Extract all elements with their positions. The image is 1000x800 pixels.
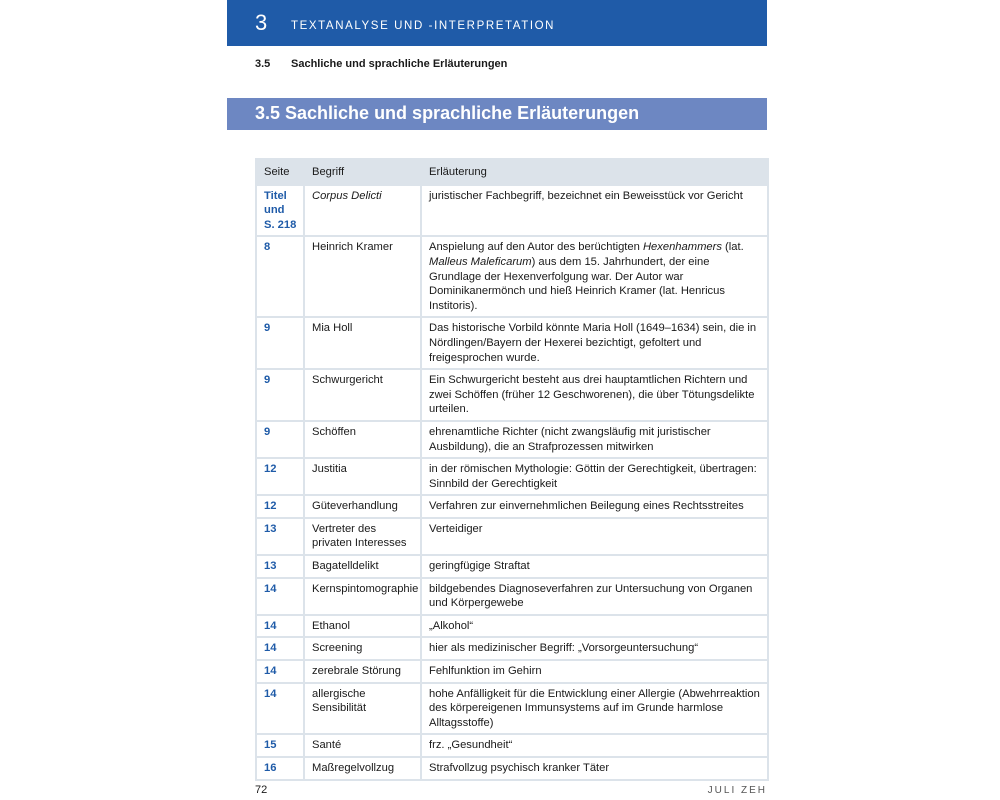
running-section-title: Sachliche und sprachliche Erläuterungen (291, 58, 508, 70)
table-row (256, 615, 768, 638)
column-header-term: Begriff (304, 159, 421, 185)
row-term: Kernspintomographie (304, 578, 421, 615)
chapter-header-bar (227, 0, 767, 46)
row-explanation: Strafvollzug psychisch kranker Täter (421, 757, 768, 780)
table-row (256, 683, 768, 735)
row-term: Bagatelldelikt (304, 555, 421, 578)
row-explanation: Ein Schwurgericht besteht aus drei hauptamtlichen Richtern und zwei Schöffen (früher 12 Geschworenen), die über Tötungsdelikte urteilen. (421, 369, 768, 421)
row-page-ref: 13 (256, 555, 304, 578)
row-page-ref: 13 (256, 518, 304, 555)
explanation-text: Anspielung auf den Autor des berüchtigten (429, 241, 643, 254)
row-term: Maßregelvollzug (304, 757, 421, 780)
row-explanation: hohe Anfälligkeit für die Entwicklung einer Allergie (Abwehrreaktion des körpereigenen Immunsystems auf im Grunde harmlose Alltagsstoffe) (421, 683, 768, 735)
row-term: Corpus Delicti (304, 185, 421, 237)
row-term: Schwurgericht (304, 369, 421, 421)
row-page-ref: 14 (256, 683, 304, 735)
table-row (256, 458, 768, 495)
table-row (256, 421, 768, 458)
row-term: Santé (304, 734, 421, 757)
glossary-table (255, 158, 769, 781)
running-section-number: 3.5 (255, 58, 271, 70)
section-title: 3.5 Sachliche und sprachliche Erläuterungen (255, 103, 640, 123)
row-explanation: ehrenamtliche Richter (nicht zwangsläufig mit juristischer Ausbildung), die an Strafprozessen mitwirken (421, 421, 768, 458)
page-number: 72 (255, 784, 268, 796)
row-term: Vertreter des privaten Interesses (304, 518, 421, 555)
row-page-ref: Titel und S. 218 (256, 185, 304, 237)
row-page-ref: 14 (256, 660, 304, 683)
row-explanation: Das historische Vorbild könnte Maria Holl (1649–1634) sein, die in Nördlingen/Bayern der Hexerei bezichtigt, gefoltert und freigesprochen wurde. (421, 317, 768, 369)
chapter-title: TEXTANALYSE UND -INTERPRETATION (291, 20, 556, 32)
row-term: Justitia (304, 458, 421, 495)
row-term: Schöffen (304, 421, 421, 458)
row-term: allergische Sensibilität (304, 683, 421, 735)
table-row (256, 185, 768, 237)
row-explanation: juristischer Fachbegriff, bezeichnet ein Beweisstück vor Gericht (421, 185, 768, 237)
row-page-ref: 14 (256, 578, 304, 615)
table-row (256, 317, 768, 369)
row-page-ref: 15 (256, 734, 304, 757)
column-header-page: Seite (256, 159, 304, 185)
explanation-emphasis: Malleus Maleficarum (429, 255, 532, 268)
row-term: Güteverhandlung (304, 495, 421, 518)
row-explanation: Verteidiger (421, 518, 768, 555)
row-explanation: in der römischen Mythologie: Göttin der Gerechtigkeit, übertragen: Sinnbild der Gerechtigkeit (421, 458, 768, 495)
row-page-ref: 12 (256, 458, 304, 495)
table-header-row (256, 159, 768, 185)
table-row (256, 236, 768, 317)
page (227, 0, 767, 800)
row-page-ref: 8 (256, 236, 304, 317)
running-head (255, 58, 507, 70)
explanation-emphasis: Hexenhammers (642, 241, 722, 254)
row-term: Screening (304, 637, 421, 660)
row-explanation: „Alkohol“ (421, 615, 768, 638)
row-explanation: hier als medizinischer Begriff: „Vorsorgeuntersuchung“ (421, 637, 768, 660)
table-row (256, 369, 768, 421)
table-row (256, 734, 768, 757)
row-page-ref: 9 (256, 317, 304, 369)
row-page-ref: 14 (256, 637, 304, 660)
row-term: Mia Holl (304, 317, 421, 369)
table-row (256, 757, 768, 780)
row-page-ref: 9 (256, 421, 304, 458)
section-title-bar (227, 98, 767, 130)
column-header-explanation: Erläuterung (421, 159, 768, 185)
row-explanation (421, 236, 768, 317)
table-row (256, 555, 768, 578)
row-explanation: geringfügige Straftat (421, 555, 768, 578)
row-explanation: Verfahren zur einvernehmlichen Beilegung eines Rechtsstreites (421, 495, 768, 518)
table-row (256, 495, 768, 518)
footer-author: JULI ZEH (707, 785, 767, 796)
table-row (256, 660, 768, 683)
row-term: Heinrich Kramer (304, 236, 421, 317)
table-row (256, 518, 768, 555)
table-row (256, 637, 768, 660)
row-page-ref: 14 (256, 615, 304, 638)
row-page-ref: 9 (256, 369, 304, 421)
row-explanation: frz. „Gesundheit“ (421, 734, 768, 757)
row-page-ref: 16 (256, 757, 304, 780)
row-term: zerebrale Störung (304, 660, 421, 683)
row-page-ref: 12 (256, 495, 304, 518)
row-term: Ethanol (304, 615, 421, 638)
chapter-number: 3 (255, 10, 268, 35)
row-explanation: bildgebendes Diagnoseverfahren zur Untersuchung von Organen und Körpergewebe (421, 578, 768, 615)
explanation-text: (lat. (721, 241, 744, 254)
row-explanation: Fehlfunktion im Gehirn (421, 660, 768, 683)
explanation-text: ) aus dem 15. Jahrhundert, der eine Grundlage der Hexenverfolgung war. Der Autor war Dominikanermönch und hieß Heinrich Kramer (lat. Henricus Institoris). (429, 255, 725, 312)
table-row (256, 578, 768, 615)
